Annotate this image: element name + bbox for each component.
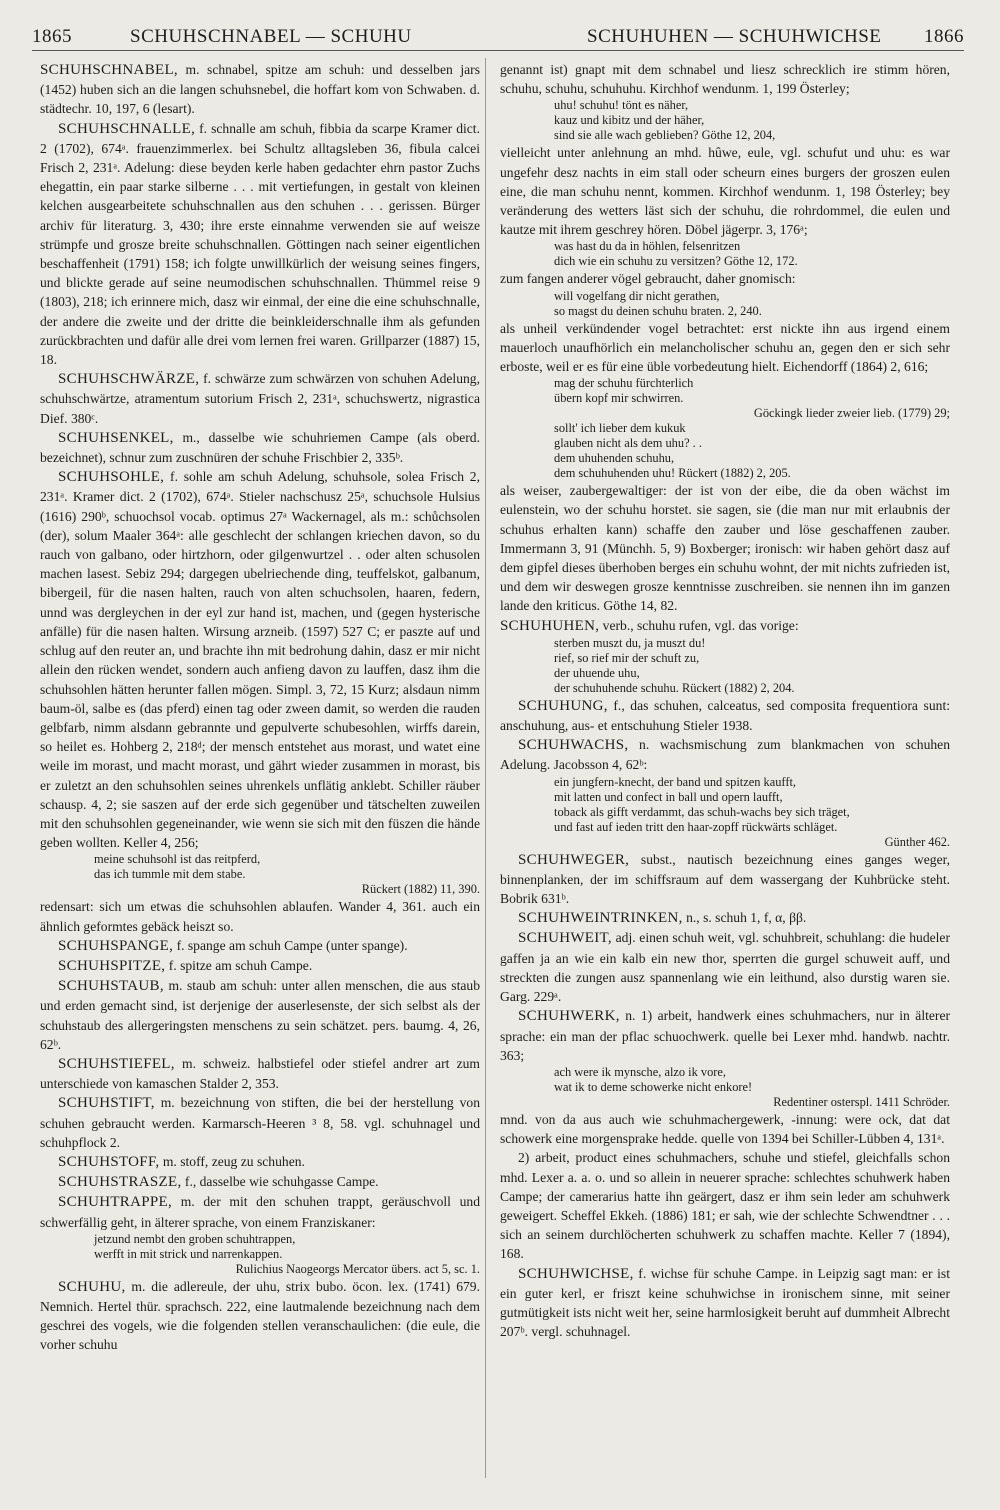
entry-text: n., s. schuh 1, f, α, ββ. xyxy=(682,910,807,926)
quote-source: Göckingk lieder zweier lieb. (1779) 29; xyxy=(753,406,950,421)
dictionary-entry xyxy=(40,1192,480,1231)
quote-source: Rulichius Naogeorgs Mercator übers. act 5, sc. 1. xyxy=(235,1261,480,1276)
dictionary-entry xyxy=(40,956,480,976)
dictionary-entry xyxy=(40,1277,480,1355)
dictionary-entry xyxy=(500,850,950,909)
quote-line: wat ik to deme schowerke nicht enkore! xyxy=(554,1079,753,1094)
verse-quote xyxy=(554,1065,950,1110)
column-divider xyxy=(485,58,486,1478)
dictionary-entry xyxy=(40,1093,480,1152)
dictionary-entry xyxy=(40,467,480,852)
entry-continuation: mnd. von da aus auch wie schuhmachergewerk, -innung: were ock, dat dat schowerk eine morgensprake hedde. quelle von 1394 bei Schiller-Lübben 4, 131ᵃ. xyxy=(500,1111,950,1147)
quote-line: der uhuende uhu, xyxy=(554,665,640,680)
quote-line: ein jungfern-knecht, der band und spitzen kaufft, xyxy=(554,774,796,789)
dictionary-entry xyxy=(40,119,480,370)
quote-line: will vogelfang dir nicht gerathen, xyxy=(554,288,720,303)
verse-quote xyxy=(94,1232,480,1277)
quote-line: werfft in mit strick und narrenkappen. xyxy=(94,1246,283,1261)
verse-quote xyxy=(554,636,950,696)
running-title-left: SCHUHSCHNABEL — SCHUHU xyxy=(130,26,412,47)
entry-text: m. die adlereule, der uhu, strix bubo. öcon. lex. (1741) 679. Nemnich. Hertel thür. sprachsch. 222, eine lautmalende bezeichnung nach dem geschrei des vogels, wie die folgenden stellen veranschaulichen: (die eule, die vorher schuhu xyxy=(40,1278,480,1353)
entry-continuation: als unheil verkündender vogel betrachtet: erst nickte ihn aus irgend einem mauerloch unaufhörlich ein melancholischer schuhu an, gegen den er sich sehr erboste, weil er es für eine üble vorbedeutung hielt. Eichendorff (1864) 2, 616; xyxy=(500,320,950,375)
entry-headword: SCHUHSOHLE, xyxy=(58,469,165,486)
entry-text: f. spitze am schuh Campe. xyxy=(165,957,313,973)
dictionary-entry xyxy=(40,1054,480,1093)
verse-quote xyxy=(554,775,950,850)
quote-line: dem schuhuhenden uhu! Rückert (1882) 2, 205. xyxy=(554,466,791,481)
entry-text: f., das schuhen, calceatus, sed composita frequentiora sunt: anschuhung, aus- et entschuhung Stieler 1938. xyxy=(500,697,950,734)
dictionary-entry xyxy=(40,1152,480,1172)
entry-text: m. bezeichnung von stiften, die bei der herstellung von schuhen gebraucht werden. Karmarsch-Heeren ³ 8, 58. vgl. schuhnagel und schuhpflock 2. xyxy=(40,1095,480,1150)
entry-headword: SCHUHSTIEFEL, xyxy=(58,1055,175,1072)
verse-quote xyxy=(554,289,950,319)
page-header xyxy=(32,26,964,50)
quote-line: dich wie ein schuhu zu versitzen? Göthe 12, 172. xyxy=(554,254,798,269)
entry-text: m., dasselbe wie schuhriemen Campe (als oberd. bezeichnet), schnur zum zuschnüren der schuhe Frischbier 2, 335ᵇ. xyxy=(40,429,480,466)
quote-line: mit latten und confect in ball und opern laufft, xyxy=(554,789,783,804)
entry-text: f., dasselbe wie schuhgasse Campe. xyxy=(181,1174,379,1190)
page-number-left: 1865 xyxy=(32,26,72,47)
dictionary-entry xyxy=(500,1006,950,1065)
entry-headword: SCHUHUHEN, xyxy=(500,617,600,634)
dictionary-entry xyxy=(500,616,950,636)
verse-quote xyxy=(554,376,950,421)
quote-line: toback als gifft verdammt, das schuh-wachs bey sich träget, xyxy=(554,804,850,819)
entry-text: n. wachsmischung zum blankmachen von schuhen Adelung. Jacobsson 4, 62ᵇ: xyxy=(500,737,950,773)
entry-headword: SCHUHSTIFT, xyxy=(58,1095,155,1112)
entry-text: 2) arbeit, product eines schuhmachers, schuhe und stiefel, gleichfalls schon mhd. Lexer a. a. o. und so allein in neuerer sprache: schlechtes schuhwerk haben Campe; der camerarius hatte ihn geärgert, dasz er ihm sein leder am schuhwerk geweigert. Scheffel Ekkeh. (1886) 181; er sah, wie der schlechte Schwendtner . . . sich an seinem durchlöcherten schuhwerk zu schaffen machte. Keller 7 (1894), 168. xyxy=(500,1150,950,1262)
entry-headword: SCHUHSPITZE, xyxy=(58,957,166,974)
dictionary-entry xyxy=(500,928,950,1006)
quote-line: glauben nicht als dem uhu? . . xyxy=(554,436,702,451)
verse-quote xyxy=(94,852,480,897)
entry-headword: SCHUHSCHNALLE, xyxy=(58,120,196,137)
entry-text: f. wichse für schuhe Campe. in Leipzig sagt man: er ist ein guter kerl, er friszt keine schuhwichse in ironischem sinne, mit seiner gutmütigkeit ists nicht weit her, seine harmlosigkeit beruht auf dummheit Albrecht 207ᵇ. vergl. schuhnagel. xyxy=(500,1265,950,1340)
header-rule xyxy=(32,50,964,51)
entry-headword: SCHUHWICHSE, xyxy=(518,1265,634,1282)
dictionary-entry xyxy=(500,1264,950,1342)
dictionary-entry xyxy=(40,1172,480,1192)
dictionary-entry xyxy=(40,60,480,119)
entry-text: adj. einen schuh weit, vgl. schuhbreit, schuhlang: die hudeler gaffen ja an wie ein kalb ein new thor, sperrten die gurgel schuweit auff, und streckten die zungen ausz spannenlang wie ein leithund, also durstig waren sie. Garg. 229ᵃ. xyxy=(500,930,950,1005)
quote-source: Günther 462. xyxy=(884,834,950,849)
entry-headword: SCHUHUNG, xyxy=(518,697,608,714)
entry-headword: SCHUHTRAPPE, xyxy=(58,1194,173,1211)
left-column xyxy=(40,60,480,1500)
quote-line: so magst du deinen schuhu braten. 2, 240. xyxy=(554,303,762,318)
entry-text: m. schweiz. halbstiefel oder stiefel andrer art zum unterschiede von kamaschen Stalder 2, 353. xyxy=(40,1055,480,1092)
quote-line: uhu! schuhu! tönt es näher, xyxy=(554,98,689,113)
verse-quote xyxy=(554,421,950,481)
entry-headword: SCHUHSENKEL, xyxy=(58,429,174,446)
quote-line: und fast auf ieden tritt den haar-zopff rückwärts schläget. xyxy=(554,819,838,834)
quote-line: was hast du da in höhlen, felsenritzen xyxy=(554,239,741,254)
dictionary-entry xyxy=(40,976,480,1054)
entry-continuation: zum fangen anderer vögel gebraucht, daher gnomisch: xyxy=(500,271,796,287)
entry-text: m. schnabel, spitze am schuh: und desselben jars (1452) huben sich an die langen schuhsnebel, die hoffart kom von Schwaben. d. städtechr. 10, 197, 6 (lesart). xyxy=(40,62,480,117)
entry-headword: SCHUHWEINTRINKEN, xyxy=(518,910,683,927)
dictionary-entry xyxy=(500,908,950,928)
quote-line: das ich tummle mit dem stabe. xyxy=(94,867,246,882)
page-number-right: 1866 xyxy=(924,26,964,47)
entry-continuation: redensart: sich um etwas die schuhsohlen ablaufen. Wander 4, 361. auch ein ähnlich geformtes gebäck heiszt so. xyxy=(40,899,480,934)
entry-continuation: als weiser, zaubergewaltiger: der ist von der eibe, die da oben wächst im eulenstein, wo der schuhu horstet. sie sagen, sie (die man nur mit erlaubnis der schuhus erhalten kann) schaffe den zauber und löse geschaffenen zauber. Immermann 3, 91 (Münchh. 5, 9) Boxberger; ironisch: wir haben gehört dasz auf dem gipfel dieses überhoben berges ein schuhu wohnt, der mit nichts zufrieden ist, und dem wir deswegen grosze kenntnisse zuschreiben. sie nennen ihn im ganzen lande den kriticus. Göthe 14, 82. xyxy=(500,483,950,614)
dictionary-entry xyxy=(40,428,480,467)
entry-text: f. schnalle am schuh, fibbia da scarpe Kramer dict. 2 (1702), 674ᵃ. frauenzimmerlex. bei Schultz alltagsleben 36, fibula calcei Frisch 2, 231ᵃ. Adelung: diese beyden kerle haben gedachter ehrn pastor Zuchs ehegattin, ein paar starke silberne . . . mit vertiefungen, in gestalt von kleinen kelchen ausgearbeitete schuhschnallen aus den schuhen . . . gerissen. Bürger archiv für literaturg. 3, 430; ihre erste einnahme verwenden sie auf weisze strümpfe und grosze breite schuhschnallen. Göttingen nach seiner eigentlichen beschaffenheit (1791) 158; ich folgte unwillkürlich der weisung seines fingers, und blickte gerade auf seine neumodischen schuhschnallen. Thümmel reise 9 (1803), 218; ich erinnere mich, dasz wir einmal, der eine die eine schuhschnalle, der andere die zweite und der dritte die beinkleiderschnalle ihm als gefunden zurückbrachten und dafür alle drei vom lernen frei waren. Grillparzer (1887) 15, 18. xyxy=(40,120,480,368)
entry-headword: SCHUHSPANGE, xyxy=(58,937,174,954)
entry-text: m. der mit den schuhen trappt, geräuschvoll und schwerfällig geht, in älterer sprache, von einem Franziskaner: xyxy=(40,1194,480,1230)
dictionary-entry xyxy=(40,369,480,428)
entry-headword: SCHUHU, xyxy=(58,1278,126,1295)
entry-headword: SCHUHSTRASZE, xyxy=(58,1174,182,1191)
dictionary-entry xyxy=(500,735,950,774)
entry-text: f. spange am schuh Campe (unter spange). xyxy=(173,937,408,953)
quote-line: dem uhuhenden schuhu, xyxy=(554,451,675,466)
entry-text: subst., nautisch bezeichnung eines ganges weger, binnenplanken, der im schiffsraum auf dem wassergang der Kuhbrücke steht. Bobrik 631ᵇ. xyxy=(500,851,950,907)
dictionary-entry xyxy=(40,936,480,956)
verse-quote xyxy=(554,239,950,269)
entry-text: m. staub am schuh: unter allen menschen, die aus staub und erden gemacht sind, ist derjenige der auserlesenste, der sich selbst als der schuhstaub des allergeringsten menschens zu sein schätzet. pers. baumg. 4, 26, 62ᵇ. xyxy=(40,978,480,1052)
entry-headword: SCHUHWEIT, xyxy=(518,930,612,947)
quote-source: Rückert (1882) 11, 390. xyxy=(361,882,480,897)
quote-line: der schuhuhende schuhu. Rückert (1882) 2, 204. xyxy=(554,680,795,695)
quote-line: meine schuhsohl ist das reitpferd, xyxy=(94,852,261,867)
entry-text: n. 1) arbeit, handwerk eines schuhmachers, nur in älterer sprache: ein man der pflac schuochwerk. quelle bei Lexer mhd. handwb. nachtr. 363; xyxy=(500,1008,950,1063)
entry-headword: SCHUHSCHWÄRZE, xyxy=(58,371,200,388)
quote-line: übern kopf mir schwirren. xyxy=(554,391,684,406)
entry-headword: SCHUHWERK, xyxy=(518,1008,620,1025)
entry-continuation: genannt ist) gnapt mit dem schnabel und liesz schrecklich ire stimm hören, schuhu, schuhu, schuhuhu. Kirchhof wendunm. 1, 199 Österley; xyxy=(500,62,950,97)
right-column xyxy=(500,60,950,1500)
entry-text: verb., schuhu rufen, vgl. das vorige: xyxy=(599,617,799,633)
entry-headword: SCHUHSTAUB, xyxy=(58,978,164,995)
verse-quote xyxy=(554,98,950,143)
entry-text: f. sohle am schuh Adelung, schuhsole, solea Frisch 2, 231ᵃ. Kramer dict. 2 (1702), 674ᵃ. Stieler nachschusz 25ᵃ, schuchsole Hulsius (1616) 290ᵇ, schuochsol vocab. optimus 27ᵃ Wackernagel, als m.: schůchsolen (der), solum Maaler 364ᵃ: alle geschlecht der schlangen kriechen davon, so du rauch von galbano, oder hirtzhorn, oder gilgenwurtzel . . oder alten schusolen machen lasest. Sebiz 294; dargegen ubelriechende ding, teuffelskot, galbanum, bibergeil, für die nasen halten, rauch von alten schuchsolen, haaren, federn, unnd was dergleychen in der eyl zur hand ist, machen, und (gegen hysterische anfälle) für die nasen halten. Wirsung arzneib. (1597) 527 C; er paszte auf und schlug auf den reuter an, und brachte ihn mit bedrohung dahin, dasz er mir nicht allein den rücken wendet, sondern auch anfieng davon zu lauffen, dasz ihm die schuhsohlen hätten herunter fallen mögen. Simpl. 3, 72, 15 Kurz; alsdaun nimm baum-öl, salbe es (das pferd) einen tag oder zween damit, so werden die rauden gelbfarb, nimm alsdann gebrannte und gepulverte schubesohlen, wirffs darein, so heilet es. Hohberg 2, 218ᵈ; der mensch entstehet aus morast, und watet eine weile im morast, und macht morast, und gährt wieder zusammen in morast, bis er zuletzt an den schuhsohlen seines uhrenkels unflätig anklebt. Schiller räuber schausp. 4, 2; sie saszen auf der erde sich gegenüber und tätschelten zuweilen mit den schuhsohlen gegeneinander, wie wenn sie sich mit den füszen die hände geben wollten. Keller 4, 256; xyxy=(40,469,480,851)
entry-headword: SCHUHSCHNABEL, xyxy=(40,62,178,78)
dictionary-entry xyxy=(500,1148,950,1263)
running-title-right: SCHUHUHEN — SCHUHWICHSE xyxy=(587,26,882,47)
entry-headword: SCHUHWEGER, xyxy=(518,851,630,868)
quote-line: sind sie alle wach geblieben? Göthe 12, 204, xyxy=(554,128,776,143)
quote-line: ach were ik mynsche, alzo ik vore, xyxy=(554,1064,727,1079)
quote-line: sollt' ich lieber dem kukuk xyxy=(554,421,686,436)
entry-continuation: vielleicht unter anlehnung an mhd. hûwe, eule, vgl. schufut und uhu: es war ungefehr desz nachts in eim stall oder scheurn eines burgers der groszen eulen eine, die man schuhu nennt, kommen. Kirchhof wendunm. 1, 198 Österley; bey veränderung des wetters läst sich der schuhu, die rohrdommel, die eulen und kautze mit ihrem geschrey hören. Döbel jägerpr. 3, 176ᵃ; xyxy=(500,145,950,238)
entry-headword: SCHUHSTOFF, xyxy=(58,1153,160,1170)
quote-line: jetzund nembt den groben schuhtrappen, xyxy=(94,1231,296,1246)
quote-line: mag der schuhu fürchterlich xyxy=(554,376,694,391)
entry-headword: SCHUHWACHS, xyxy=(518,737,629,754)
entry-text: m. stoff, zeug zu schuhen. xyxy=(159,1153,305,1169)
quote-line: rief, so rief mir der schuft zu, xyxy=(554,650,700,665)
quote-source: Redentiner osterspl. 1411 Schröder. xyxy=(773,1094,950,1109)
dictionary-entry xyxy=(500,696,950,735)
quote-line: kauz und kibitz und der häher, xyxy=(554,113,705,128)
entry-text: f. schwärze zum schwärzen von schuhen Adelung, schuhschwärtze, atramentum sutorium Frisch 2, 231ᵃ, schuchswertz, nigrastica Dief. 380ᶜ. xyxy=(40,371,480,426)
quote-line: sterben muszt du, ja muszt du! xyxy=(554,635,706,650)
